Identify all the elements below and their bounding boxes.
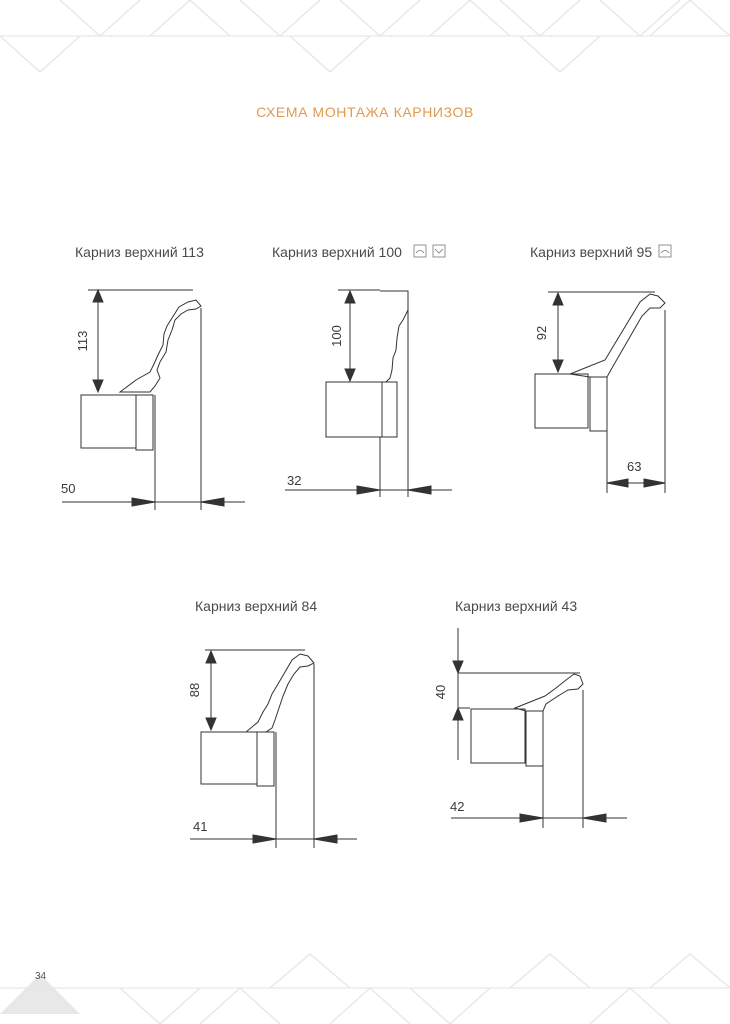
cornice-113-offset: 50	[61, 481, 76, 496]
cornice-100-icons	[414, 245, 445, 257]
cornice-95-label: Карниз верхний 95	[530, 244, 653, 260]
cornice-100-drawing	[285, 290, 452, 497]
cornice-113-label: Карниз верхний 113	[75, 244, 204, 260]
cornice-113-drawing	[62, 290, 245, 510]
decorative-footer-pattern	[0, 944, 730, 1024]
cornice-43-label: Карниз верхний 43	[455, 598, 578, 614]
cornice-100-label: Карниз верхний 100	[272, 244, 402, 260]
cornice-84-height: 88	[187, 682, 202, 698]
cornice-113-height: 113	[75, 330, 90, 352]
cornice-95-drawing	[535, 292, 665, 493]
page-number: 34	[35, 971, 47, 982]
cornice-95-height: 92	[534, 325, 549, 341]
cornice-100-height: 100	[329, 325, 344, 347]
cornice-84-drawing	[190, 650, 357, 848]
cornice-100-offset: 32	[287, 473, 302, 488]
page-title: СХЕМА МОНТАЖА КАРНИЗОВ	[256, 104, 474, 120]
cornice-43-height: 40	[433, 684, 448, 700]
cornice-84-label: Карниз верхний 84	[195, 598, 318, 614]
cornice-95-offset: 63	[627, 459, 642, 474]
cornice-95-icon	[659, 245, 671, 257]
cornice-84-offset: 41	[193, 819, 208, 834]
cornice-43-offset: 42	[450, 799, 465, 814]
cornice-43-drawing	[451, 628, 627, 828]
